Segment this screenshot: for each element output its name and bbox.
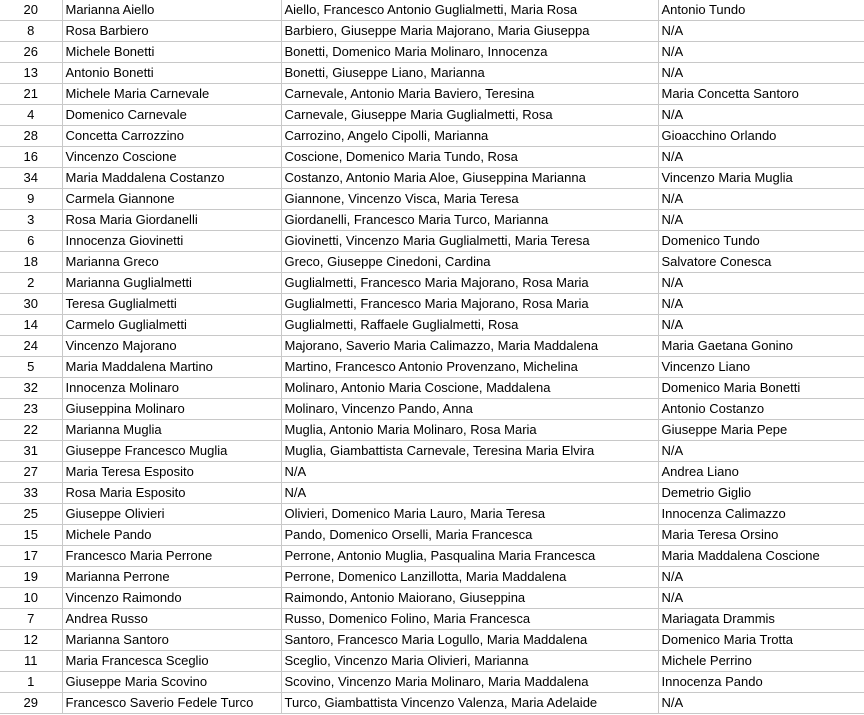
table-row <box>0 168 864 189</box>
parents-cell[interactable]: Aiello, Francesco Antonio Guglialmetti, Maria Rosa <box>281 0 658 21</box>
spouse-cell[interactable]: Antonio Tundo <box>658 0 864 21</box>
spouse-cell[interactable]: Domenico Tundo <box>658 231 864 252</box>
record-number-cell[interactable]: 10 <box>0 588 62 609</box>
table-row <box>0 252 864 273</box>
table-row <box>0 483 864 504</box>
person-name-cell[interactable]: Teresa Guglialmetti <box>62 294 281 315</box>
spouse-cell[interactable]: N/A <box>658 273 864 294</box>
spouse-cell[interactable]: N/A <box>658 63 864 84</box>
record-number-cell[interactable]: 15 <box>0 525 62 546</box>
spouse-cell[interactable]: Mariagata Drammis <box>658 609 864 630</box>
table-row <box>0 525 864 546</box>
record-number-cell[interactable]: 33 <box>0 483 62 504</box>
table-row <box>0 231 864 252</box>
spouse-cell[interactable]: Maria Concetta Santoro <box>658 84 864 105</box>
record-number-cell[interactable]: 6 <box>0 231 62 252</box>
parents-cell[interactable]: Raimondo, Antonio Maiorano, Giuseppina <box>281 588 658 609</box>
spouse-cell[interactable]: Vincenzo Liano <box>658 357 864 378</box>
person-name-cell[interactable]: Marianna Greco <box>62 252 281 273</box>
person-name-cell[interactable]: Maria Maddalena Martino <box>62 357 281 378</box>
parents-cell[interactable]: Perrone, Domenico Lanzillotta, Maria Maddalena <box>281 567 658 588</box>
parents-cell[interactable]: Guglialmetti, Raffaele Guglialmetti, Rosa <box>281 315 658 336</box>
record-number-cell[interactable]: 25 <box>0 504 62 525</box>
person-name-cell[interactable]: Michele Bonetti <box>62 42 281 63</box>
record-number-cell[interactable]: 5 <box>0 357 62 378</box>
parents-cell[interactable]: Santoro, Francesco Maria Logullo, Maria Maddalena <box>281 630 658 651</box>
parents-cell[interactable]: Perrone, Antonio Muglia, Pasqualina Maria Francesca <box>281 546 658 567</box>
table-row <box>0 609 864 630</box>
record-number-cell[interactable]: 18 <box>0 252 62 273</box>
table-row <box>0 189 864 210</box>
parents-cell[interactable]: Sceglio, Vincenzo Maria Olivieri, Marianna <box>281 651 658 672</box>
table-row <box>0 672 864 693</box>
person-name-cell[interactable]: Michele Maria Carnevale <box>62 84 281 105</box>
parents-cell[interactable]: Carnevale, Antonio Maria Baviero, Teresina <box>281 84 658 105</box>
record-number-cell[interactable]: 13 <box>0 63 62 84</box>
parents-cell[interactable]: Giannone, Vincenzo Visca, Maria Teresa <box>281 189 658 210</box>
person-name-cell[interactable]: Marianna Aiello <box>62 0 281 21</box>
table-row <box>0 504 864 525</box>
record-number-cell[interactable]: 7 <box>0 609 62 630</box>
record-number-cell[interactable]: 20 <box>0 0 62 21</box>
parents-cell[interactable]: Majorano, Saverio Maria Calimazzo, Maria Maddalena <box>281 336 658 357</box>
parents-cell[interactable]: Pando, Domenico Orselli, Maria Francesca <box>281 525 658 546</box>
parents-cell[interactable]: Bonetti, Domenico Maria Molinaro, Innocenza <box>281 42 658 63</box>
person-name-cell[interactable]: Francesco Maria Perrone <box>62 546 281 567</box>
table-row <box>0 693 864 714</box>
person-name-cell[interactable]: Marianna Muglia <box>62 420 281 441</box>
person-name-cell[interactable]: Giuseppe Maria Scovino <box>62 672 281 693</box>
table-row <box>0 567 864 588</box>
record-number-cell[interactable]: 8 <box>0 21 62 42</box>
table-row <box>0 147 864 168</box>
spouse-cell[interactable]: N/A <box>658 189 864 210</box>
parents-cell[interactable]: Turco, Giambattista Vincenzo Valenza, Maria Adelaide <box>281 693 658 714</box>
person-name-cell[interactable]: Vincenzo Coscione <box>62 147 281 168</box>
person-name-cell[interactable]: Marianna Perrone <box>62 567 281 588</box>
spouse-cell[interactable]: Andrea Liano <box>658 462 864 483</box>
person-name-cell[interactable]: Vincenzo Majorano <box>62 336 281 357</box>
record-number-cell[interactable]: 28 <box>0 126 62 147</box>
table-row <box>0 63 864 84</box>
spouse-cell[interactable]: Demetrio Giglio <box>658 483 864 504</box>
spouse-cell[interactable]: Maria Teresa Orsino <box>658 525 864 546</box>
spouse-cell[interactable]: N/A <box>658 21 864 42</box>
table-row <box>0 399 864 420</box>
parents-cell[interactable]: Coscione, Domenico Maria Tundo, Rosa <box>281 147 658 168</box>
record-number-cell[interactable]: 2 <box>0 273 62 294</box>
record-number-cell[interactable]: 14 <box>0 315 62 336</box>
record-number-cell[interactable]: 9 <box>0 189 62 210</box>
parents-cell[interactable]: Carrozino, Angelo Cipolli, Marianna <box>281 126 658 147</box>
parents-cell[interactable]: Carnevale, Giuseppe Maria Guglialmetti, Rosa <box>281 105 658 126</box>
person-name-cell[interactable]: Antonio Bonetti <box>62 63 281 84</box>
table-row <box>0 336 864 357</box>
record-number-cell[interactable]: 29 <box>0 693 62 714</box>
spouse-cell[interactable]: N/A <box>658 105 864 126</box>
parents-cell[interactable]: Bonetti, Giuseppe Liano, Marianna <box>281 63 658 84</box>
table-row <box>0 273 864 294</box>
spouse-cell[interactable]: Innocenza Calimazzo <box>658 504 864 525</box>
record-number-cell[interactable]: 26 <box>0 42 62 63</box>
table-row <box>0 651 864 672</box>
parents-cell[interactable]: Giordanelli, Francesco Maria Turco, Marianna <box>281 210 658 231</box>
parents-cell[interactable]: N/A <box>281 483 658 504</box>
record-number-cell[interactable]: 32 <box>0 378 62 399</box>
table-row <box>0 42 864 63</box>
person-name-cell[interactable]: Carmela Giannone <box>62 189 281 210</box>
person-name-cell[interactable]: Giuseppe Francesco Muglia <box>62 441 281 462</box>
spouse-cell[interactable]: Maria Maddalena Coscione <box>658 546 864 567</box>
record-number-cell[interactable]: 19 <box>0 567 62 588</box>
spouse-cell[interactable]: N/A <box>658 210 864 231</box>
spouse-cell[interactable]: Antonio Costanzo <box>658 399 864 420</box>
table-row <box>0 588 864 609</box>
table-row <box>0 0 864 21</box>
table-row <box>0 126 864 147</box>
record-number-cell[interactable]: 31 <box>0 441 62 462</box>
parents-cell[interactable]: Guglialmetti, Francesco Maria Majorano, Rosa Maria <box>281 294 658 315</box>
parents-cell[interactable]: Molinaro, Antonio Maria Coscione, Maddalena <box>281 378 658 399</box>
table-row <box>0 294 864 315</box>
record-number-cell[interactable]: 17 <box>0 546 62 567</box>
record-number-cell[interactable]: 24 <box>0 336 62 357</box>
person-name-cell[interactable]: Andrea Russo <box>62 609 281 630</box>
table-row <box>0 315 864 336</box>
spouse-cell[interactable]: N/A <box>658 42 864 63</box>
record-number-cell[interactable]: 23 <box>0 399 62 420</box>
table-row <box>0 546 864 567</box>
person-name-cell[interactable]: Giuseppina Molinaro <box>62 399 281 420</box>
spouse-cell[interactable]: N/A <box>658 147 864 168</box>
person-name-cell[interactable]: Innocenza Molinaro <box>62 378 281 399</box>
record-number-cell[interactable]: 22 <box>0 420 62 441</box>
parents-cell[interactable]: N/A <box>281 462 658 483</box>
parents-cell[interactable]: Muglia, Antonio Maria Molinaro, Rosa Maria <box>281 420 658 441</box>
spouse-cell[interactable]: N/A <box>658 567 864 588</box>
person-name-cell[interactable]: Marianna Guglialmetti <box>62 273 281 294</box>
record-number-cell[interactable]: 1 <box>0 672 62 693</box>
spouse-cell[interactable]: Innocenza Pando <box>658 672 864 693</box>
spouse-cell[interactable]: Vincenzo Maria Muglia <box>658 168 864 189</box>
table-row <box>0 105 864 126</box>
spouse-cell[interactable]: N/A <box>658 693 864 714</box>
person-name-cell[interactable]: Maria Maddalena Costanzo <box>62 168 281 189</box>
record-number-cell[interactable]: 27 <box>0 462 62 483</box>
spouse-cell[interactable]: N/A <box>658 588 864 609</box>
spouse-cell[interactable]: N/A <box>658 315 864 336</box>
record-number-cell[interactable]: 30 <box>0 294 62 315</box>
person-name-cell[interactable]: Innocenza Giovinetti <box>62 231 281 252</box>
parents-cell[interactable]: Olivieri, Domenico Maria Lauro, Maria Teresa <box>281 504 658 525</box>
spouse-cell[interactable]: Giuseppe Maria Pepe <box>658 420 864 441</box>
spouse-cell[interactable]: Salvatore Conesca <box>658 252 864 273</box>
person-name-cell[interactable]: Michele Pando <box>62 525 281 546</box>
record-number-cell[interactable]: 34 <box>0 168 62 189</box>
record-number-cell[interactable]: 21 <box>0 84 62 105</box>
person-name-cell[interactable]: Rosa Maria Esposito <box>62 483 281 504</box>
person-name-cell[interactable]: Carmelo Guglialmetti <box>62 315 281 336</box>
table-row <box>0 630 864 651</box>
parents-cell[interactable]: Martino, Francesco Antonio Provenzano, Michelina <box>281 357 658 378</box>
record-number-cell[interactable]: 3 <box>0 210 62 231</box>
parents-cell[interactable]: Giovinetti, Vincenzo Maria Guglialmetti, Maria Teresa <box>281 231 658 252</box>
parents-cell[interactable]: Muglia, Giambattista Carnevale, Teresina Maria Elvira <box>281 441 658 462</box>
person-name-cell[interactable]: Giuseppe Olivieri <box>62 504 281 525</box>
table-row <box>0 462 864 483</box>
parents-cell[interactable]: Greco, Giuseppe Cinedoni, Cardina <box>281 252 658 273</box>
person-name-cell[interactable]: Domenico Carnevale <box>62 105 281 126</box>
person-name-cell[interactable]: Francesco Saverio Fedele Turco <box>62 693 281 714</box>
parents-cell[interactable]: Molinaro, Vincenzo Pando, Anna <box>281 399 658 420</box>
parents-cell[interactable]: Scovino, Vincenzo Maria Molinaro, Maria Maddalena <box>281 672 658 693</box>
person-name-cell[interactable]: Maria Francesca Sceglio <box>62 651 281 672</box>
spouse-cell[interactable]: Domenico Maria Trotta <box>658 630 864 651</box>
table-row <box>0 357 864 378</box>
table-row <box>0 21 864 42</box>
parents-cell[interactable]: Guglialmetti, Francesco Maria Majorano, Rosa Maria <box>281 273 658 294</box>
table-row <box>0 378 864 399</box>
record-number-cell[interactable]: 4 <box>0 105 62 126</box>
spouse-cell[interactable]: Domenico Maria Bonetti <box>658 378 864 399</box>
record-number-cell[interactable]: 11 <box>0 651 62 672</box>
spouse-cell[interactable]: N/A <box>658 441 864 462</box>
parents-cell[interactable]: Costanzo, Antonio Maria Aloe, Giuseppina Marianna <box>281 168 658 189</box>
table-row <box>0 441 864 462</box>
spouse-cell[interactable]: Michele Perrino <box>658 651 864 672</box>
person-name-cell[interactable]: Marianna Santoro <box>62 630 281 651</box>
person-name-cell[interactable]: Vincenzo Raimondo <box>62 588 281 609</box>
spouse-cell[interactable]: Gioacchino Orlando <box>658 126 864 147</box>
table-row <box>0 420 864 441</box>
record-number-cell[interactable]: 12 <box>0 630 62 651</box>
person-name-cell[interactable]: Maria Teresa Esposito <box>62 462 281 483</box>
spouse-cell[interactable]: N/A <box>658 294 864 315</box>
parents-cell[interactable]: Barbiero, Giuseppe Maria Majorano, Maria Giuseppa <box>281 21 658 42</box>
table-row <box>0 210 864 231</box>
person-name-cell[interactable]: Concetta Carrozzino <box>62 126 281 147</box>
person-name-cell[interactable]: Rosa Barbiero <box>62 21 281 42</box>
person-name-cell[interactable]: Rosa Maria Giordanelli <box>62 210 281 231</box>
spouse-cell[interactable]: Maria Gaetana Gonino <box>658 336 864 357</box>
record-number-cell[interactable]: 16 <box>0 147 62 168</box>
table-row <box>0 84 864 105</box>
parents-cell[interactable]: Russo, Domenico Folino, Maria Francesca <box>281 609 658 630</box>
